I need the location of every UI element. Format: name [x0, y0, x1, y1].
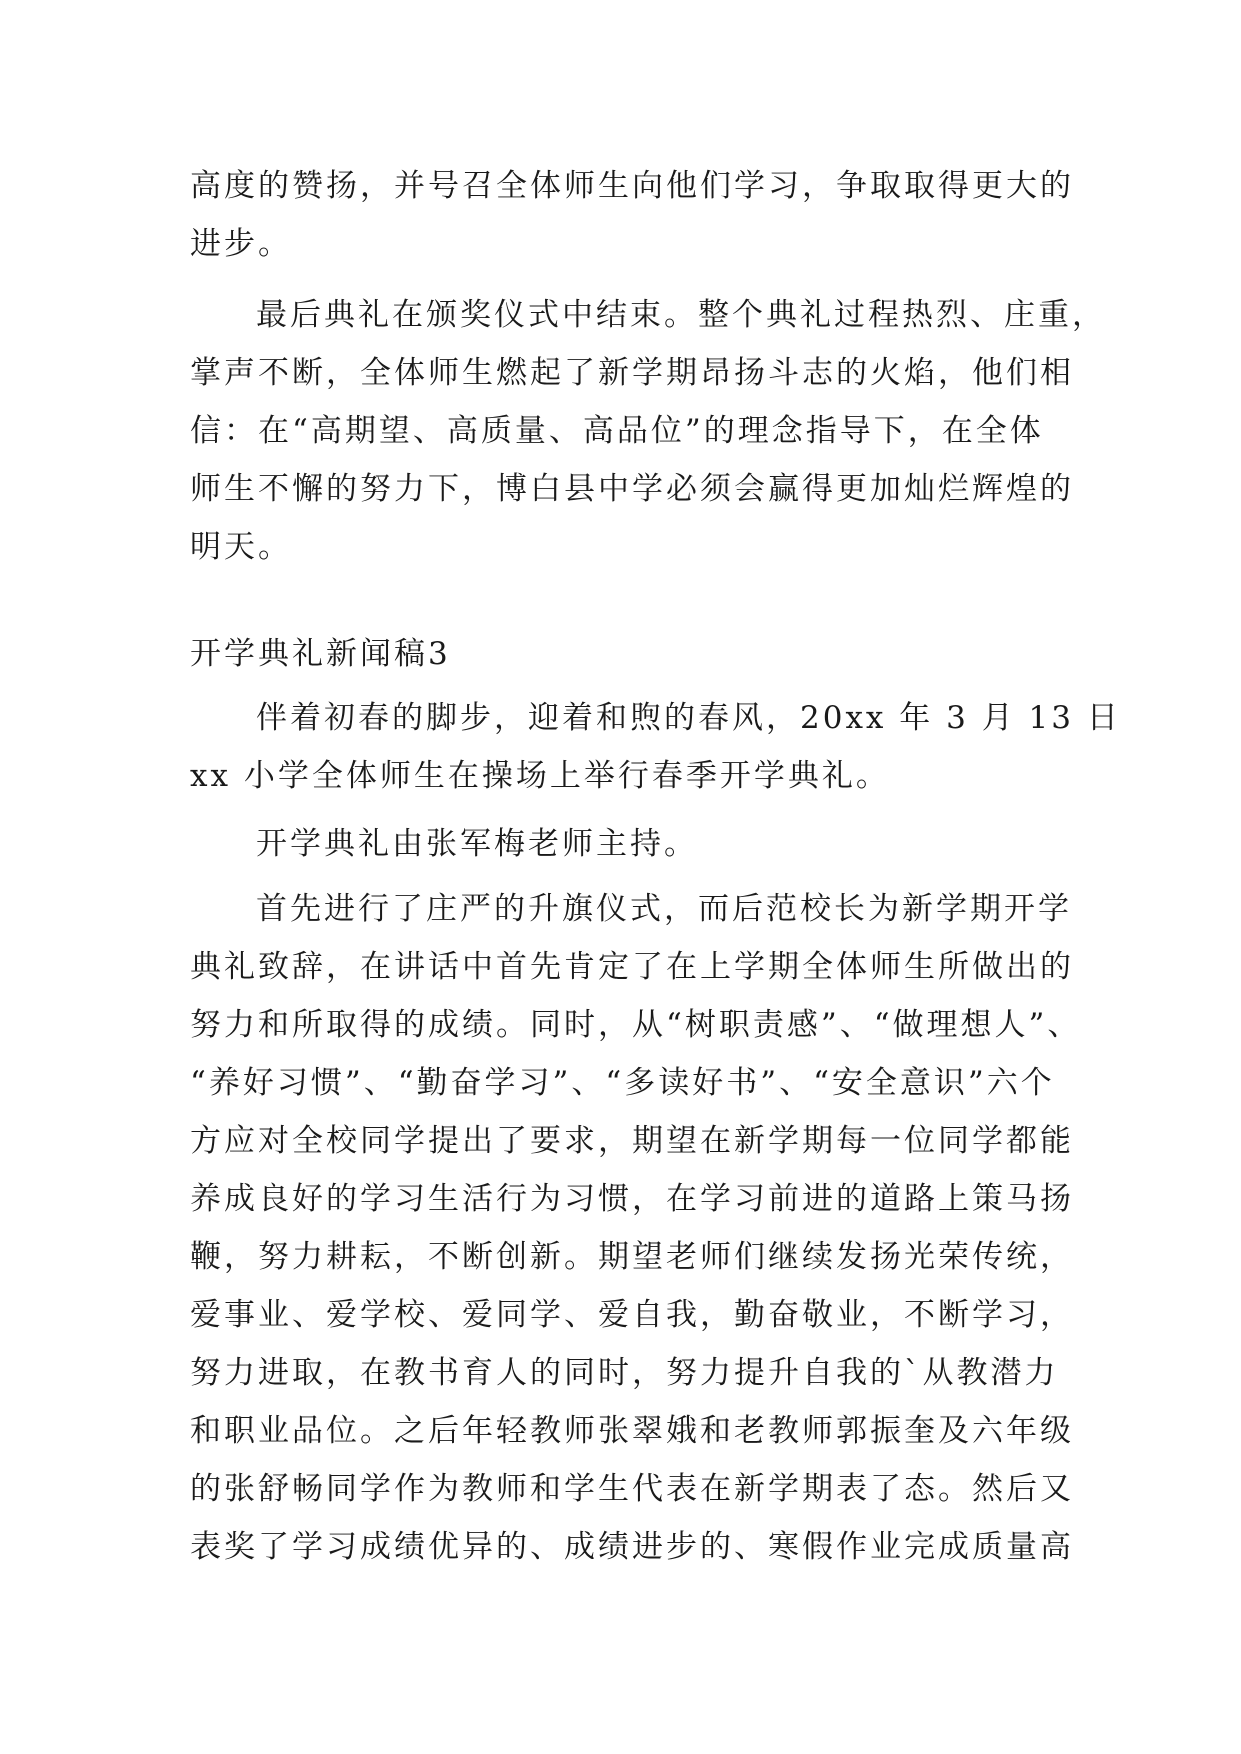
paragraph-line: 最后典礼在颁奖仪式中结束。整个典礼过程热烈、庄重， — [256, 297, 1106, 333]
text-line: 爱事业、爱学校、爱同学、爱自我，勤奋敬业，不断学习， — [190, 1297, 1074, 1333]
text-line: 方应对全校同学提出了要求，期望在新学期每一位同学都能 — [190, 1123, 1074, 1159]
paragraph-line: 首先进行了庄严的升旗仪式，而后范校长为新学期开学 — [256, 891, 1072, 927]
paragraph-line: 开学典礼由张军梅老师主持。 — [256, 826, 698, 862]
text-line: 的张舒畅同学作为教师和学生代表在新学期表了态。然后又 — [190, 1471, 1074, 1507]
text-line: “养好习惯”、“勤奋学习”、“多读好书”、“安全意识”六个 — [190, 1065, 1055, 1101]
text-line: 信：在“高期望、高质量、高品位”的理念指导下，在全体 — [190, 413, 1044, 449]
text-line: 师生不懈的努力下，博白县中学必须会赢得更加灿烂辉煌的 — [190, 471, 1074, 507]
paragraph-line: 伴着初春的脚步，迎着和煦的春风，20xx 年 3 月 13 日 — [256, 700, 1121, 736]
text-line: 努力进取，在教书育人的同时，努力提升自我的`从教潜力 — [190, 1355, 1059, 1391]
text-line: 鞭，努力耕耘，不断创新。期望老师们继续发扬光荣传统， — [190, 1239, 1074, 1275]
text-line: 掌声不断，全体师生燃起了新学期昂扬斗志的火焰，他们相 — [190, 355, 1074, 391]
text-line: 典礼致辞，在讲话中首先肯定了在上学期全体师生所做出的 — [190, 949, 1074, 985]
text-line: 高度的赞扬，并号召全体师生向他们学习，争取取得更大的 — [190, 168, 1074, 204]
text-line: xx 小学全体师生在操场上举行春季开学典礼。 — [190, 758, 890, 794]
text-line: 进步。 — [190, 226, 292, 262]
text-line: 明天。 — [190, 529, 292, 565]
text-line: 表奖了学习成绩优异的、成绩进步的、寒假作业完成质量高 — [190, 1529, 1074, 1565]
section-title: 开学典礼新闻稿3 — [190, 636, 451, 672]
text-line: 努力和所取得的成绩。同时，从“树职责感”、“做理想人”、 — [190, 1007, 1082, 1043]
text-line: 养成良好的学习生活行为习惯，在学习前进的道路上策马扬 — [190, 1181, 1074, 1217]
text-line: 和职业品位。之后年轻教师张翠娥和老教师郭振奎及六年级 — [190, 1413, 1074, 1449]
